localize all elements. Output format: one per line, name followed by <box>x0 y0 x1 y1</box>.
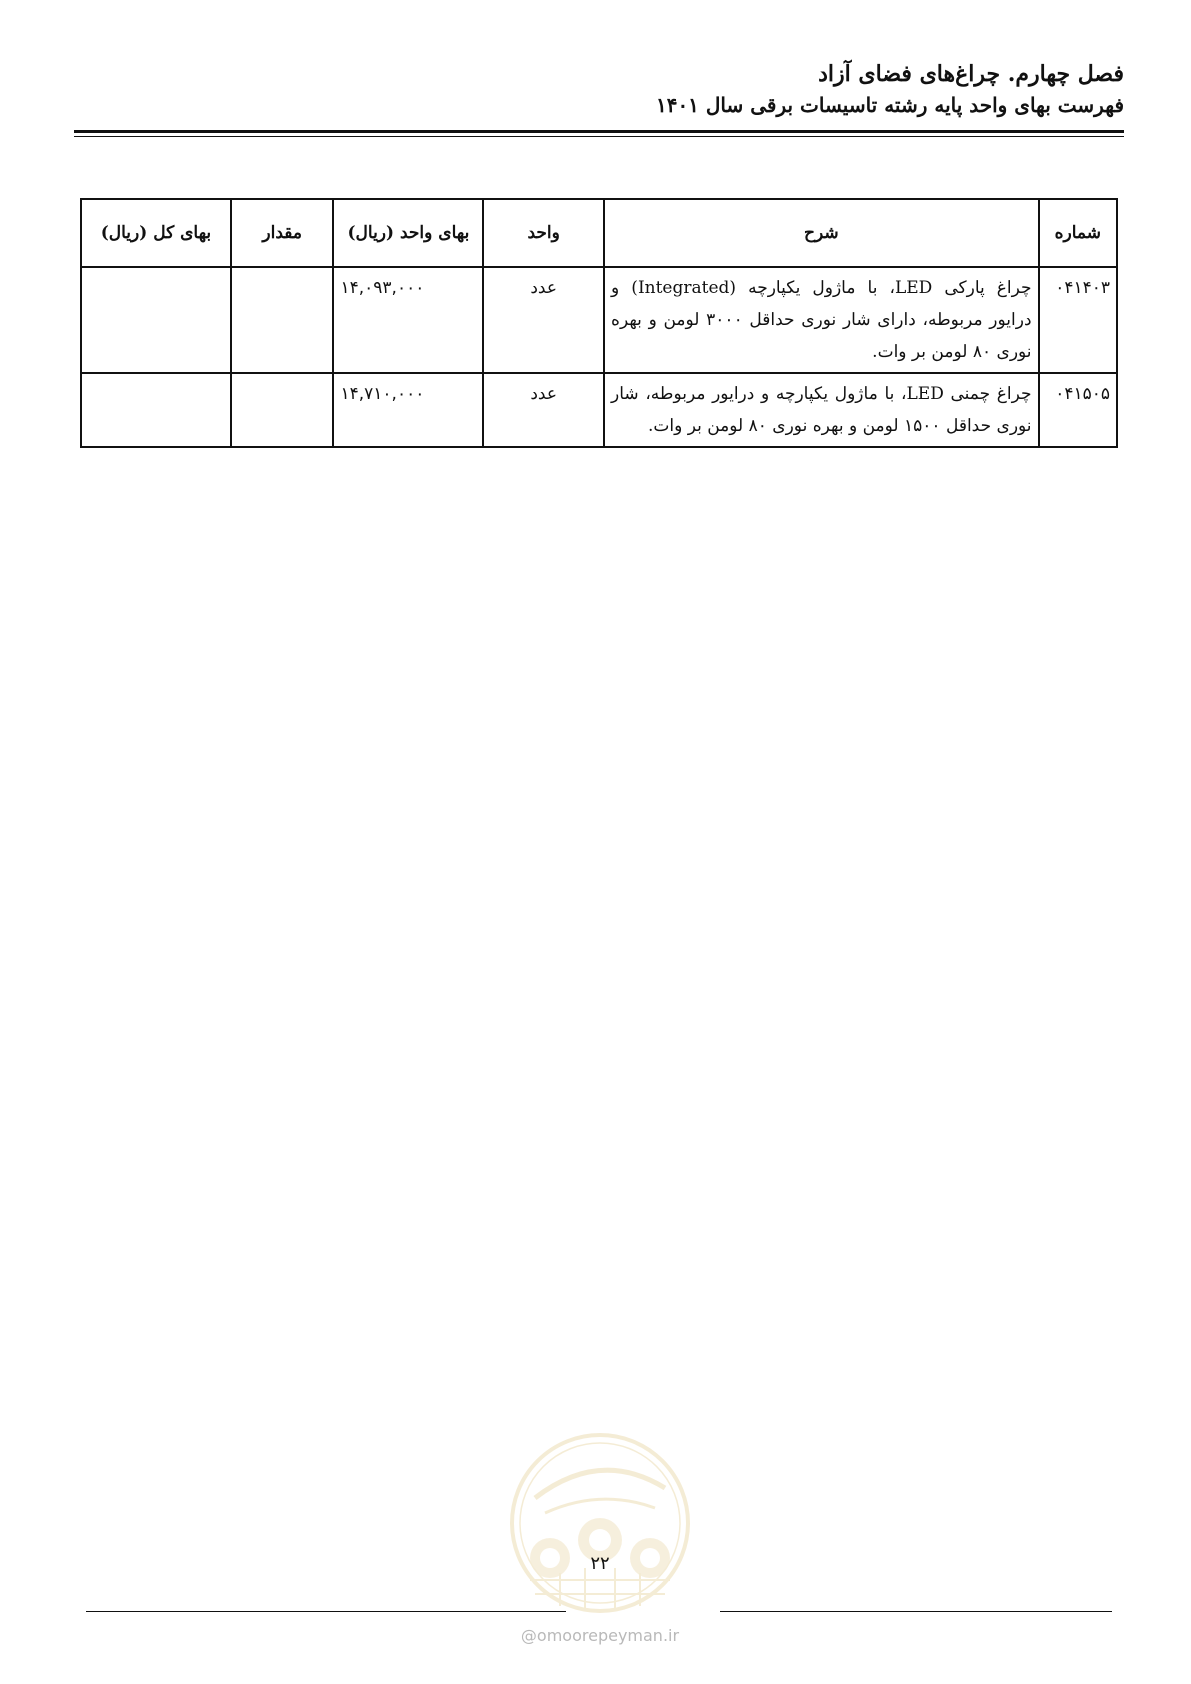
cell-unit: عدد <box>483 267 604 373</box>
chapter-title: فصل چهارم. چراغ‌های فضای آزاد <box>818 61 1124 87</box>
cell-quantity <box>231 373 334 447</box>
footer-rule-left <box>86 1611 566 1612</box>
page-number: ۲۲ <box>590 1553 610 1574</box>
seal-logo <box>505 1428 695 1618</box>
col-header-total-price: بهای کل (ریال) <box>81 199 231 267</box>
price-list-title: فهرست بهای واحد پایه رشته تاسیسات برقی سال ۱۴۰۱ <box>655 93 1124 117</box>
col-header-code: شماره <box>1039 199 1117 267</box>
cell-description: چراغ پارکی LED، با ماژول یکپارچه (Integrated) و درایور مربوطه، دارای شار نوری حداقل ۳۰۰۰ لومن و بهره نوری ۸۰ لومن بر وات. <box>604 267 1039 373</box>
cell-total-price <box>81 267 231 373</box>
footer-rule-right <box>720 1611 1112 1612</box>
price-table <box>80 198 1118 448</box>
page-header <box>74 58 1124 120</box>
table-header-row <box>81 199 1117 267</box>
cell-code: ۰۴۱۵۰۵ <box>1039 373 1117 447</box>
col-header-unit: واحد <box>483 199 604 267</box>
cell-code: ۰۴۱۴۰۳ <box>1039 267 1117 373</box>
cell-description: چراغ چمنی LED، با ماژول یکپارچه و درایور مربوطه، شار نوری حداقل ۱۵۰۰ لومن و بهره نوری ۸۰ لومن بر وات. <box>604 373 1039 447</box>
cell-unit-price: ۱۴,۷۱۰,۰۰۰ <box>333 373 483 447</box>
table-row <box>81 373 1117 447</box>
cell-unit: عدد <box>483 373 604 447</box>
table-row <box>81 267 1117 373</box>
watermark-text: @omoorepeyman.ir <box>520 1626 680 1645</box>
cell-quantity <box>231 267 334 373</box>
cell-unit-price: ۱۴,۰۹۳,۰۰۰ <box>333 267 483 373</box>
header-rule-thick <box>74 130 1124 133</box>
cell-total-price <box>81 373 231 447</box>
header-rule-thin <box>74 136 1124 137</box>
col-header-quantity: مقدار <box>231 199 334 267</box>
col-header-unit-price: بهای واحد (ریال) <box>333 199 483 267</box>
col-header-description: شرح <box>604 199 1039 267</box>
